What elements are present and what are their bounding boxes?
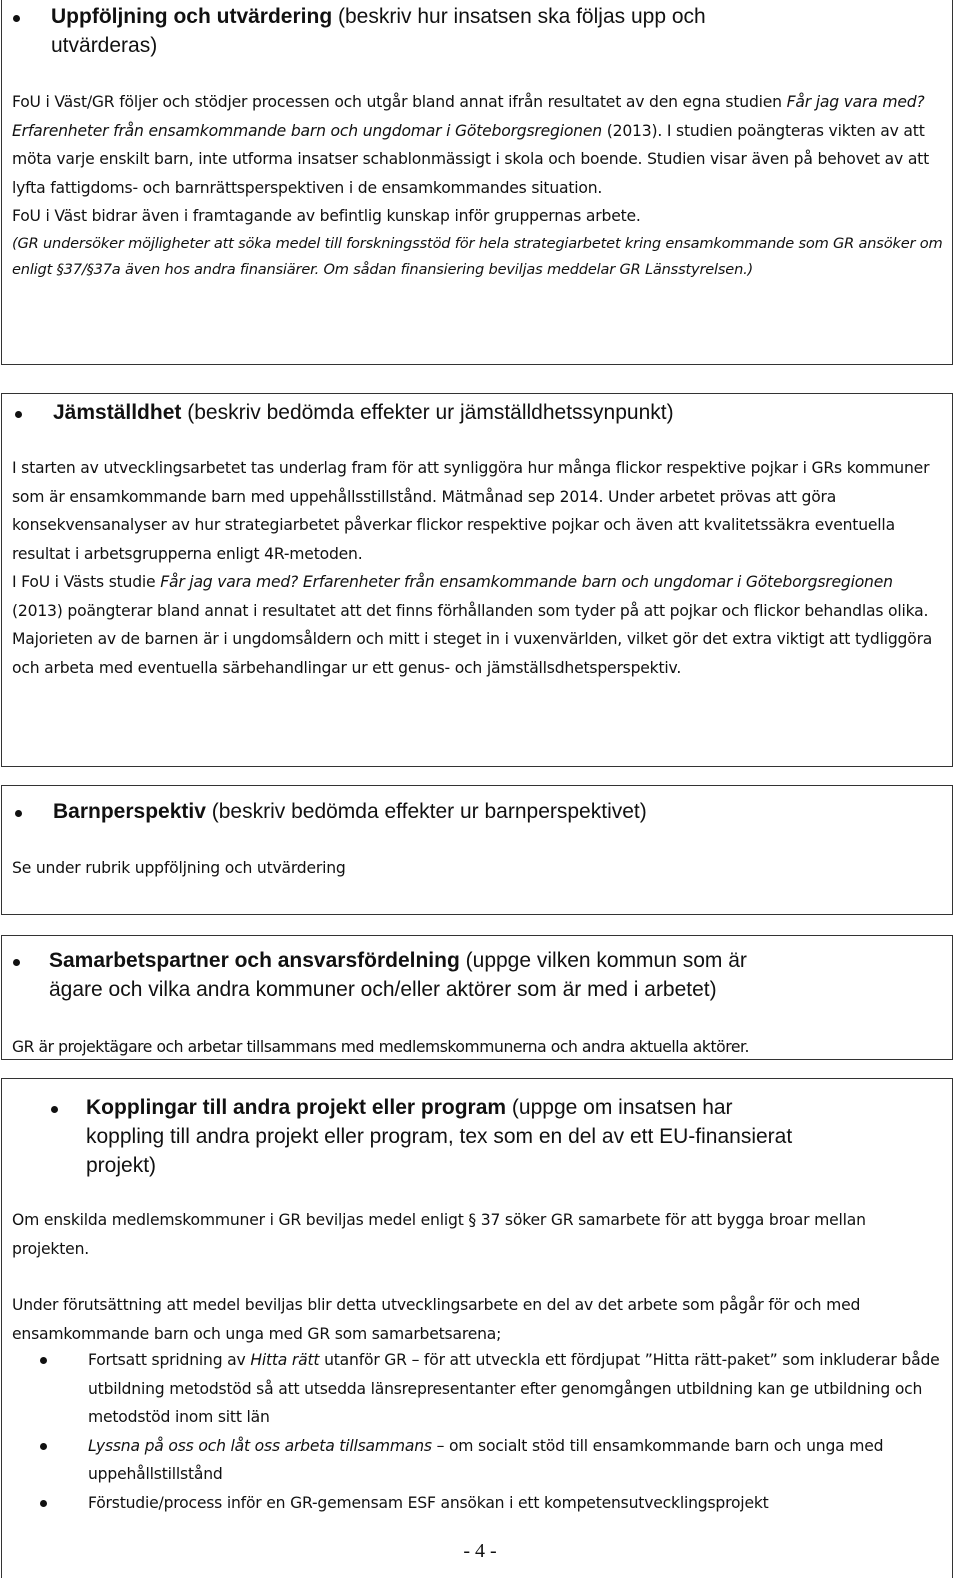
heading-subtitle: (uppge vilken kommun som är [465, 949, 747, 972]
paragraph: Under förutsättning att medel beviljas blir detta utvecklingsarbete en del av det arbete som pågår för och med ensamkommande barn och unga med GR som samarbetsarena; [12, 1296, 861, 1343]
heading-subtitle: (beskriv bedömda effekter ur barnperspektivet) [211, 800, 647, 823]
paragraph: Om enskilda medlemskommuner i GR beviljas medel enligt § 37 söker GR samarbete för att bygga broar mellan projekten. [12, 1211, 866, 1258]
text: Fortsatt spridning av [88, 1351, 251, 1369]
bullet-icon [15, 411, 22, 418]
text: (2013). I studien poängteras vikten av att möta varje enskilt barn, inte utforma insatser schablonmässigt i skola och boende. Studien visar även på behovet av att lyfta fattigdoms- och barnrättsperspektiven i de ensamkommandes situation. [12, 121, 930, 197]
text: I FoU i Västs studie [12, 573, 161, 591]
bullet-icon [40, 1443, 47, 1450]
bullet-icon [51, 1106, 58, 1113]
section-body [12, 88, 944, 283]
heading-subtitle: (beskriv hur insatsen ska följas upp och [338, 5, 706, 28]
paragraph [12, 568, 944, 682]
paragraph [12, 88, 944, 202]
heading-title: Uppföljning och utvärdering [51, 5, 333, 28]
bullet-icon [13, 959, 20, 966]
heading-subtitle-2: ägare och vilka andra kommuner och/eller aktörer som är med i arbetet) [49, 978, 717, 1001]
section-kopplingar [1, 1078, 953, 1578]
text: (2013) poängterar bland annat i resultatet att det finns förhållanden som tyder på att pojkar och flickor behandlas olika. Majorieten av de barnen är i ungdomsåldern och mitt i steget in i vuxenvärlden, vilket gör det extra viktigt att tydliggöra och arbeta med eventuella särbehandlingar ur ett genus- och jämställsdhetsperspektiv. [12, 601, 933, 677]
project-name: Hitta rätt [250, 1351, 320, 1369]
section-uppfoljning [1, 0, 953, 365]
list-item [40, 1489, 944, 1518]
paragraph: Se under rubrik uppföljning och utvärdering [12, 859, 346, 877]
section-body [12, 854, 944, 883]
bullet-icon [40, 1357, 47, 1364]
section-samarbete [1, 935, 953, 1060]
study-title: Får jag vara med? Erfarenheter från ensamkommande barn och ungdomar i Göteborgsregionen [12, 93, 925, 140]
list-item [40, 1432, 944, 1489]
heading-subtitle-3: projekt) [86, 1154, 157, 1177]
bullet-list [40, 1346, 944, 1517]
section-heading [51, 2, 706, 60]
heading-title: Kopplingar till andra projekt eller program [86, 1096, 507, 1119]
heading-subtitle: (beskriv bedömda effekter ur jämställdhetssynpunkt) [187, 401, 674, 424]
section-body [12, 1206, 944, 1348]
section-heading [53, 398, 674, 427]
note-text: (GR undersöker möjligheter att söka medel till forskningsstöd för hela strategiarbetet kring ensamkommande som GR ansöker om enligt §37/§37a även hos andra finansiärer. Om sådan finansiering beviljas meddelar GR Länsstyrelsen.) [12, 234, 943, 278]
heading-title: Samarbetspartner och ansvarsfördelning [49, 949, 460, 972]
heading-title: Barnperspektiv [53, 800, 206, 823]
bullet-icon [15, 810, 22, 817]
section-body [12, 1033, 952, 1062]
section-heading [86, 1093, 792, 1180]
text: Förstudie/process inför en GR-gemensam ESF ansökan i ett kompetensutvecklingsprojekt [88, 1493, 769, 1512]
list-item [40, 1346, 944, 1432]
project-name: Lyssna på oss och låt oss arbeta tillsammans [88, 1436, 432, 1455]
section-body [12, 454, 944, 682]
section-heading [49, 946, 747, 1004]
bullet-icon [13, 15, 20, 22]
heading-subtitle-2: koppling till andra projekt eller program, tex som en del av ett EU-finansierat [86, 1125, 793, 1148]
page-number: - 4 - [463, 1540, 497, 1562]
bullet-icon [40, 1500, 47, 1507]
text: utanför GR – för att utveckla ett fördjupat ”Hitta rätt-paket” som inkluderar både utbildning metodstöd så att utsedda länsrepresentanter efter genomgången utbildning kan ge utbildning och metodstöd inom sitt län [88, 1351, 940, 1426]
section-barnperspektiv [1, 785, 953, 915]
heading-subtitle: (uppge om insatsen har [511, 1096, 733, 1119]
section-jamstalldhet [1, 393, 953, 767]
heading-title: Jämställdhet [53, 401, 182, 424]
section-heading [53, 797, 647, 826]
paragraph: I starten av utvecklingsarbetet tas underlag fram för att synliggöra hur många flickor respektive pojkar i GRs kommuner som är ensamkommande barn med uppehållsstillstånd. Mätmånad sep 2014. Under arbetet prövas att göra konsekvensanalyser av hur strategiarbetet påverkar flickor respektive pojkar och även att kvalitetssäkra eventuella resultat i arbetsgrupperna enligt 4R-metoden. [12, 459, 930, 563]
paragraph-note [12, 231, 944, 283]
text: FoU i Väst/GR följer och stödjer processen och utgår bland annat ifrån resultatet av den egna studien [12, 93, 787, 111]
paragraph: FoU i Väst bidrar även i framtagande av befintlig kunskap inför gruppernas arbete. [12, 207, 641, 225]
heading-subtitle-2: utvärderas) [51, 34, 158, 57]
text: – om socialt stöd till ensamkommande barn och unga med uppehållstillstånd [88, 1436, 884, 1483]
study-title: Får jag vara med? Erfarenheter från ensamkommande barn och ungdomar i Göteborgsregionen [160, 573, 893, 591]
paragraph: GR är projektägare och arbetar tillsammans med medlemskommunerna och andra aktuella aktörer. [12, 1038, 750, 1056]
